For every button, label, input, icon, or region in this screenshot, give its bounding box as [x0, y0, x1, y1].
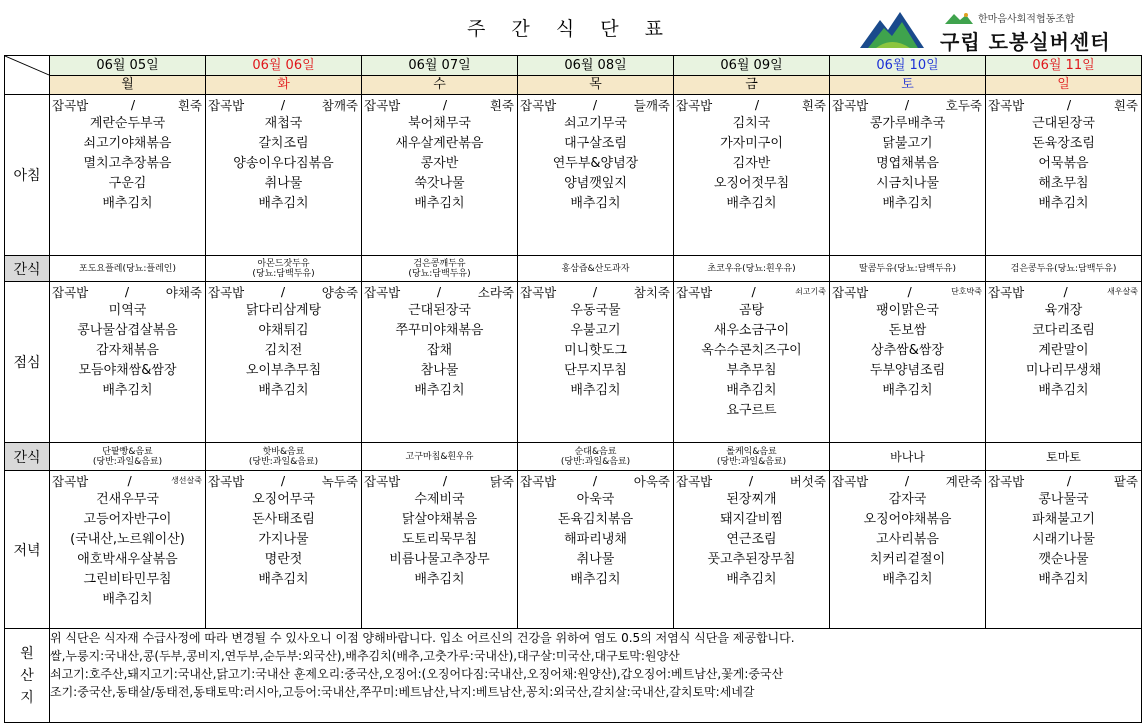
dinner-cell-tue — [206, 471, 362, 629]
weekday-wed: 수 — [362, 76, 518, 95]
dish-item: 배추김치 — [570, 196, 621, 211]
dinner-cell-mon — [50, 471, 206, 629]
lunch-cell-sat — [830, 282, 986, 443]
origin-label-char: 원 — [20, 645, 34, 662]
snack1-label: 간식 — [5, 256, 50, 282]
dish-item: 해초무침 — [1038, 176, 1089, 191]
snack-item: (당뇨:담백두유) — [408, 268, 471, 279]
origin-label-char: 산 — [20, 667, 34, 684]
date-mon: 06월 05일 — [50, 56, 206, 76]
rice-name: 잡곡밥 — [520, 473, 557, 489]
dinner-cell-sat — [830, 471, 986, 629]
rice-porridge-line — [362, 471, 517, 490]
dish-item: 참나물 — [420, 363, 459, 378]
snack1-cell-mon — [50, 256, 206, 282]
weekday-thu: 목 — [518, 76, 674, 95]
date-sun: 06월 11일 — [986, 56, 1142, 76]
dish-item: 배추김치 — [258, 196, 309, 211]
dish-item: 감자국 — [888, 492, 927, 507]
separator: / — [907, 284, 912, 299]
rice-porridge-line — [830, 471, 985, 490]
dish-item: 구운김 — [108, 176, 147, 191]
porridge-name: 계란죽 — [945, 473, 982, 489]
rice-porridge-line — [206, 95, 361, 114]
dish-item: 시래기나물 — [1032, 532, 1095, 547]
dish-item: 닭살야채볶음 — [401, 512, 478, 527]
porridge-name: 들깨죽 — [633, 97, 670, 113]
snack1-cell-thu — [518, 256, 674, 282]
rice-name: 잡곡밥 — [208, 473, 245, 489]
separator: / — [1063, 284, 1068, 299]
dish-item: 콩자반 — [420, 156, 459, 171]
origin-label-char: 지 — [20, 689, 34, 706]
snack-item: 핫바&음료 — [262, 446, 305, 457]
dish-item: 돈육장조림 — [1032, 136, 1095, 151]
porridge-name: 참치죽 — [633, 284, 670, 300]
dinner-cell-fri — [674, 471, 830, 629]
snack-item: (당뇨:담백두유) — [252, 268, 315, 279]
porridge-name: 소라죽 — [477, 284, 514, 300]
rice-name: 잡곡밥 — [832, 284, 869, 300]
dish-item: 명엽채볶음 — [876, 156, 939, 171]
dish-item: 배추김치 — [726, 383, 777, 398]
breakfast-cell-sat — [830, 95, 986, 256]
separator: / — [442, 97, 448, 112]
coop-logo-icon — [944, 11, 974, 25]
weekday-sun: 일 — [986, 76, 1142, 95]
rice-name: 잡곡밥 — [52, 473, 89, 489]
rice-name: 잡곡밥 — [676, 97, 713, 113]
snack1-cell-wed — [362, 256, 518, 282]
porridge-name: 새우살죽 — [1107, 287, 1138, 296]
origin-label — [5, 629, 50, 723]
dish-item: 모듬야채쌈&쌈장 — [78, 363, 177, 378]
dish-item: 콩가루배추국 — [869, 116, 946, 131]
dish-item: 야채튀김 — [258, 323, 309, 338]
porridge-name: 양송죽 — [321, 284, 358, 300]
rice-porridge-line — [50, 471, 205, 490]
date-tue: 06월 06일 — [206, 56, 362, 76]
dish-item: 콩나물삼겹살볶음 — [77, 323, 178, 338]
separator: / — [592, 284, 598, 299]
rice-name: 잡곡밥 — [520, 284, 557, 300]
snack2-cell-thu — [518, 443, 674, 471]
snack2-cell-mon — [50, 443, 206, 471]
snack1-cell-sat — [830, 256, 986, 282]
snack1-cell-sun — [986, 256, 1142, 282]
separator: / — [124, 284, 130, 299]
dish-item: 배추김치 — [570, 383, 621, 398]
dish-item: 배추김치 — [726, 196, 777, 211]
dish-item: 배추김치 — [258, 383, 309, 398]
dish-item: 옥수수콘치즈구이 — [701, 343, 802, 358]
dish-item: 계란말이 — [1038, 343, 1089, 358]
rice-name: 잡곡밥 — [364, 473, 401, 489]
rice-name: 잡곡밥 — [988, 97, 1025, 113]
dish-item: 건새우무국 — [96, 492, 159, 507]
porridge-name: 팥죽 — [1113, 473, 1138, 489]
weekday-tue: 화 — [206, 76, 362, 95]
dish-item: 가자미구이 — [720, 136, 783, 151]
separator: / — [130, 97, 136, 112]
dish-item: 연두부&양념장 — [552, 156, 639, 171]
dish-item: 돈사태조림 — [252, 512, 315, 527]
breakfast-cell-wed — [362, 95, 518, 256]
dish-item: 미역국 — [108, 303, 147, 318]
porridge-name: 쇠고기죽 — [795, 287, 826, 296]
dish-item: 배추김치 — [1038, 572, 1089, 587]
rice-porridge-line — [362, 95, 517, 114]
rice-name: 잡곡밥 — [988, 473, 1025, 489]
porridge-name: 닭죽 — [489, 473, 514, 489]
rice-porridge-line — [206, 471, 361, 490]
dish-item: 시금치나물 — [876, 176, 939, 191]
lunch-cell-wed — [362, 282, 518, 443]
dish-item: 육개장 — [1044, 303, 1083, 318]
weekday-sat: 토 — [830, 76, 986, 95]
notice-text: 위 식단은 식자재 수급사정에 따라 변경될 수 있사오니 이점 양해바랍니다. 입소 어르신의 건강을 위하여 염도 0.5의 저염식 식단을 제공합니다. — [50, 631, 795, 645]
dish-item: 된장찌개 — [726, 492, 777, 507]
page-title: 주 간 식 단 표 — [467, 18, 673, 40]
dish-item: 대구살조림 — [564, 136, 627, 151]
rice-porridge-line — [518, 471, 673, 490]
rice-name: 잡곡밥 — [364, 284, 401, 300]
rice-porridge-line — [986, 282, 1141, 301]
rice-name: 잡곡밥 — [52, 97, 89, 113]
dish-item: 배추김치 — [414, 196, 465, 211]
porridge-name: 야채죽 — [165, 284, 202, 300]
dish-item: 돈보쌈 — [888, 323, 927, 338]
mountain-logo-icon — [858, 6, 926, 50]
porridge-name: 호두죽 — [945, 97, 982, 113]
porridge-name: 버섯죽 — [789, 473, 826, 489]
dish-item: (국내산,노르웨이산) — [70, 532, 185, 547]
rice-name: 잡곡밥 — [520, 97, 557, 113]
date-sat: 06월 10일 — [830, 56, 986, 76]
rice-porridge-line — [206, 282, 361, 301]
dinner-label: 저녁 — [5, 471, 50, 629]
separator: / — [1066, 97, 1072, 112]
dish-item: 그린비타민무침 — [83, 572, 172, 587]
separator: / — [442, 473, 448, 488]
porridge-name: 흰죽 — [801, 97, 826, 113]
separator: / — [127, 473, 132, 488]
dinner-cell-wed — [362, 471, 518, 629]
dish-item: 파채불고기 — [1032, 512, 1095, 527]
dish-item: 애호박새우살볶음 — [77, 552, 178, 567]
dish-item: 감자채볶음 — [96, 343, 159, 358]
dish-item: 갈치조림 — [258, 136, 309, 151]
rice-porridge-line — [362, 282, 517, 301]
porridge-name: 흰죽 — [1113, 97, 1138, 113]
snack-item: (당반:과일&음료) — [716, 456, 787, 467]
rice-name: 잡곡밥 — [988, 284, 1025, 300]
logo-center-name: 구립 도봉실버센터 — [940, 30, 1111, 54]
dish-item: 우불고기 — [570, 323, 621, 338]
dish-item: 멸치고추장볶음 — [83, 156, 172, 171]
dish-item: 계란순두부국 — [89, 116, 166, 131]
breakfast-cell-tue — [206, 95, 362, 256]
origin-text: 조기:중국산,동태살/동태전,동태토막:러시아,고등어:국내산,쭈꾸미:베트남산,낙지:베트남산,꽁치:외국산,갈치살:국내산,갈치토막:세네갈 — [50, 685, 755, 699]
weekly-menu-table — [4, 55, 1142, 723]
snack2-cell-sat — [830, 443, 986, 471]
dish-item: 배추김치 — [102, 196, 153, 211]
porridge-name: 녹두죽 — [321, 473, 358, 489]
lunch-row — [5, 282, 1142, 443]
separator: / — [436, 284, 442, 299]
dish-item: 배추김치 — [414, 383, 465, 398]
dish-item: 비름나물고추장무 — [389, 552, 490, 567]
rice-porridge-line — [674, 471, 829, 490]
dish-item: 오징어젓무침 — [713, 176, 790, 191]
dish-item: 고등어자반구이 — [83, 512, 172, 527]
snack-item: 초코우유(당뇨:흰우유) — [707, 263, 796, 274]
porridge-name: 참깨죽 — [321, 97, 358, 113]
dish-item: 고사리볶음 — [876, 532, 939, 547]
rice-name: 잡곡밥 — [208, 97, 245, 113]
dish-item: 수제비국 — [414, 492, 465, 507]
dish-item: 김치전 — [264, 343, 303, 358]
dish-item: 배추김치 — [102, 383, 153, 398]
dish-item: 배추김치 — [882, 572, 933, 587]
snack-item: 고구마칩&흰우유 — [405, 451, 474, 462]
dish-item: 닭불고기 — [882, 136, 933, 151]
dish-item: 곰탕 — [738, 303, 765, 318]
rice-name: 잡곡밥 — [832, 473, 869, 489]
separator: / — [904, 97, 910, 112]
snack-item: (당반:과일&음료) — [560, 456, 631, 467]
snack-item: 포도요플레(당뇨:플레인) — [79, 263, 176, 274]
snack-item: 롤케익&음료 — [726, 446, 777, 457]
snack2-row — [5, 443, 1142, 471]
dinner-row — [5, 471, 1142, 629]
dish-item: 풋고추된장무침 — [707, 552, 796, 567]
snack-item: 아몬드잣두유 — [257, 258, 310, 269]
logo-org-name: 한마음사회적협동조합 — [978, 14, 1075, 25]
snack1-cell-tue — [206, 256, 362, 282]
origin-text: 쇠고기:호주산,돼지고기:국내산,닭고기:국내산 훈제오리:중국산,오징어:(오징어다짐:국내산,오징어채:원양산),갑오징어:베트남산,꽃게:중국산 — [50, 667, 784, 681]
separator: / — [280, 97, 286, 112]
date-wed: 06월 07일 — [362, 56, 518, 76]
breakfast-cell-fri — [674, 95, 830, 256]
separator: / — [592, 473, 598, 488]
snack-item: 토마토 — [1046, 449, 1081, 464]
dish-item: 아욱국 — [576, 492, 615, 507]
rice-name: 잡곡밥 — [364, 97, 401, 113]
date-fri: 06월 09일 — [674, 56, 830, 76]
rice-porridge-line — [518, 282, 673, 301]
snack2-label: 간식 — [5, 443, 50, 471]
rice-porridge-line — [50, 95, 205, 114]
dish-item: 취나물 — [264, 176, 303, 191]
dish-item: 근대된장국 — [408, 303, 471, 318]
dish-item: 부추무침 — [726, 363, 777, 378]
dish-item: 배추김치 — [1038, 196, 1089, 211]
weekday-fri: 금 — [674, 76, 830, 95]
dish-item: 두부양념조림 — [869, 363, 946, 378]
dish-item: 닭다리삼계탕 — [245, 303, 322, 318]
dish-item: 새우살계란볶음 — [395, 136, 484, 151]
dish-item: 배추김치 — [882, 196, 933, 211]
breakfast-label: 아침 — [5, 95, 50, 256]
porridge-name: 단호박죽 — [951, 287, 982, 296]
rice-porridge-line — [830, 282, 985, 301]
snack1-row — [5, 256, 1142, 282]
rice-name: 잡곡밥 — [832, 97, 869, 113]
dish-item: 잡채 — [426, 343, 453, 358]
dish-item: 배추김치 — [726, 572, 777, 587]
dish-item: 명란젓 — [264, 552, 303, 567]
dish-item: 취나물 — [576, 552, 615, 567]
separator: / — [280, 284, 286, 299]
snack-item: (당반:과일&음료) — [248, 456, 319, 467]
dish-item: 김자반 — [732, 156, 771, 171]
dish-item: 양송이우다짐볶음 — [233, 156, 334, 171]
snack2-cell-tue — [206, 443, 362, 471]
dish-item: 배추김치 — [258, 572, 309, 587]
dish-item: 쑥갓나물 — [414, 176, 465, 191]
separator: / — [280, 473, 286, 488]
date-row — [5, 56, 1142, 76]
dish-item: 가지나물 — [258, 532, 309, 547]
dish-item: 양념깻잎지 — [564, 176, 627, 191]
snack2-cell-sun — [986, 443, 1142, 471]
snack2-cell-wed — [362, 443, 518, 471]
rice-name: 잡곡밥 — [208, 284, 245, 300]
snack-item: 순대&음료 — [574, 446, 617, 457]
dish-item: 돈육김치볶음 — [557, 512, 634, 527]
separator: / — [748, 473, 754, 488]
dish-item: 배추김치 — [414, 572, 465, 587]
notice-cell — [50, 629, 1142, 723]
snack-item: 단팥빵&음료 — [102, 446, 153, 457]
rice-name: 잡곡밥 — [52, 284, 89, 300]
weekday-row — [5, 76, 1142, 95]
dinner-cell-sun — [986, 471, 1142, 629]
dish-item: 미나리무생채 — [1025, 363, 1102, 378]
dish-item: 새우소금구이 — [713, 323, 790, 338]
separator: / — [592, 97, 598, 112]
dish-item: 돼지갈비찜 — [720, 512, 783, 527]
separator: / — [1066, 473, 1072, 488]
rice-name: 잡곡밥 — [676, 284, 713, 300]
lunch-cell-fri — [674, 282, 830, 443]
dish-item: 북어채무국 — [408, 116, 471, 131]
porridge-name: 흰죽 — [489, 97, 514, 113]
separator: / — [751, 284, 756, 299]
dish-item: 요구르트 — [726, 403, 777, 418]
rice-name: 잡곡밥 — [676, 473, 713, 489]
breakfast-row — [5, 95, 1142, 256]
dish-item: 오징어무국 — [252, 492, 315, 507]
lunch-cell-sun — [986, 282, 1142, 443]
snack-item: 바나나 — [890, 449, 925, 464]
rice-porridge-line — [674, 95, 829, 114]
rice-porridge-line — [518, 95, 673, 114]
lunch-label: 점심 — [5, 282, 50, 443]
dish-item: 어묵볶음 — [1038, 156, 1089, 171]
dish-item: 치커리겉절이 — [869, 552, 946, 567]
corner-cell — [5, 56, 50, 95]
dish-item: 재첩국 — [264, 116, 303, 131]
dish-item: 상추쌈&쌈장 — [871, 343, 944, 358]
dish-item: 오징어야채볶음 — [863, 512, 952, 527]
rice-porridge-line — [830, 95, 985, 114]
rice-porridge-line — [674, 282, 829, 301]
snack-item: 딸콤두유(당뇨:담백두유) — [859, 263, 956, 274]
snack-item: 홍삼즙&산도과자 — [561, 263, 630, 274]
snack-item: (당반:과일&음료) — [92, 456, 163, 467]
date-thu: 06월 08일 — [518, 56, 674, 76]
porridge-name: 생선살죽 — [171, 476, 202, 485]
dinner-cell-thu — [518, 471, 674, 629]
lunch-cell-tue — [206, 282, 362, 443]
lunch-cell-thu — [518, 282, 674, 443]
dish-item: 배추김치 — [1038, 383, 1089, 398]
separator: / — [904, 473, 910, 488]
logo — [858, 4, 1138, 52]
dish-item: 해파리냉채 — [564, 532, 627, 547]
dish-item: 연근조림 — [726, 532, 777, 547]
dish-item: 코다리조림 — [1032, 323, 1095, 338]
snack-item: 검은콩깨두유 — [413, 258, 466, 269]
snack1-cell-fri — [674, 256, 830, 282]
breakfast-cell-thu — [518, 95, 674, 256]
dish-item: 깻순나물 — [1038, 552, 1089, 567]
dish-item: 쭈꾸미야채볶음 — [395, 323, 484, 338]
dish-item: 쇠고기야채볶음 — [83, 136, 172, 151]
snack2-cell-fri — [674, 443, 830, 471]
breakfast-cell-sun — [986, 95, 1142, 256]
dish-item: 근대된장국 — [1032, 116, 1095, 131]
origin-row — [5, 629, 1142, 723]
dish-item: 쇠고기무국 — [564, 116, 627, 131]
dish-item: 도토리묵무침 — [401, 532, 478, 547]
dish-item: 김치국 — [732, 116, 771, 131]
rice-porridge-line — [50, 282, 205, 301]
rice-porridge-line — [986, 95, 1141, 114]
porridge-name: 아욱죽 — [633, 473, 670, 489]
dish-item: 배추김치 — [570, 572, 621, 587]
porridge-name: 흰죽 — [177, 97, 202, 113]
dish-item: 미니핫도그 — [564, 343, 627, 358]
dish-item: 배추김치 — [102, 592, 153, 607]
dish-item: 배추김치 — [882, 383, 933, 398]
snack-item: 검은콩두유(당뇨:담백두유) — [1010, 263, 1117, 274]
separator: / — [754, 97, 760, 112]
dish-item: 단무지무침 — [564, 363, 627, 378]
dish-item: 오이부추무침 — [245, 363, 322, 378]
dish-item: 우동국물 — [570, 303, 621, 318]
dish-item: 팽이맑은국 — [876, 303, 939, 318]
dish-item: 콩나물국 — [1038, 492, 1089, 507]
origin-text: 쌀,누룽지:국내산,콩(두부,콩비지,연두부,순두부:외국산),배추김치(배추,고춧가루:국내산),대구살:미국산,대구토막:원양산 — [50, 649, 680, 663]
breakfast-cell-mon — [50, 95, 206, 256]
weekday-mon: 월 — [50, 76, 206, 95]
lunch-cell-mon — [50, 282, 206, 443]
rice-porridge-line — [986, 471, 1141, 490]
